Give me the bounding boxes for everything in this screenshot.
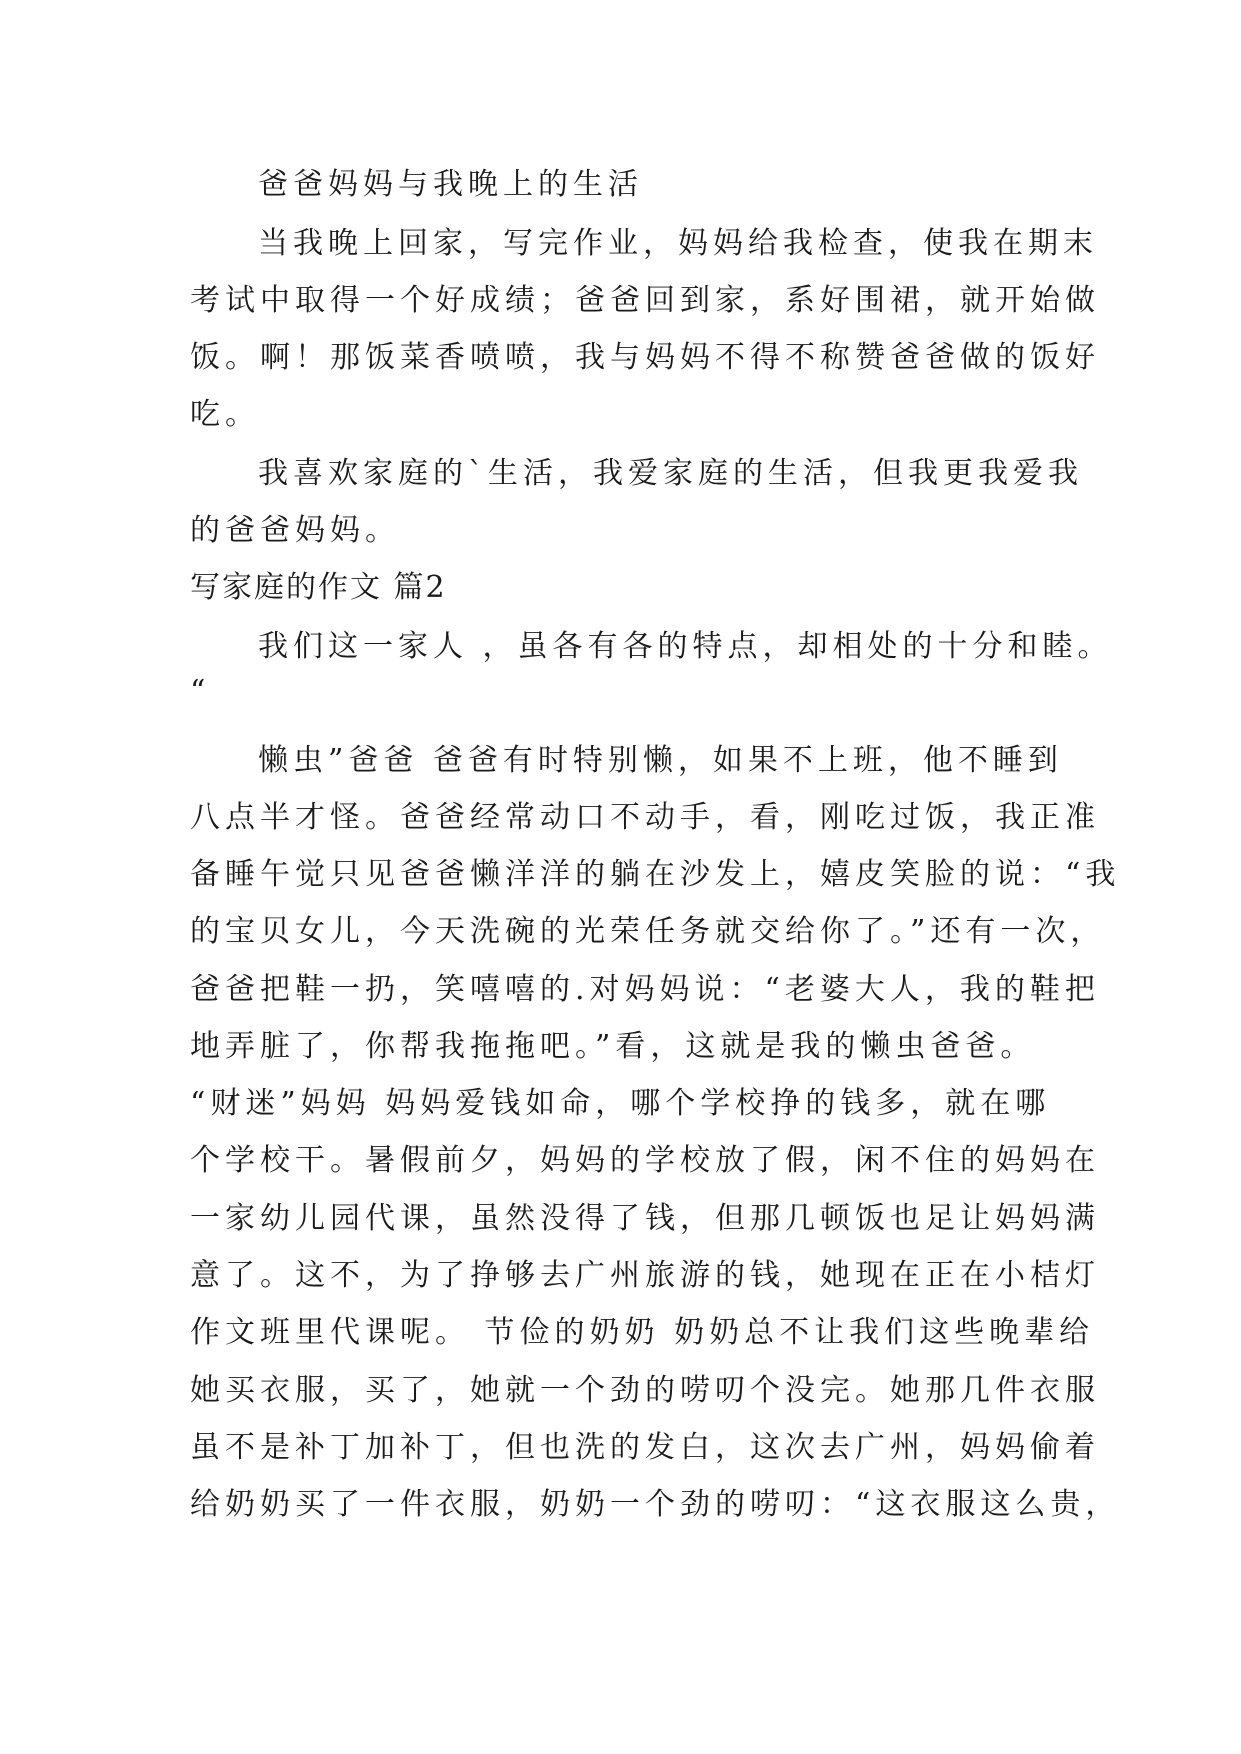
text-line: 的宝贝女儿，今天洗碗的光荣任务就交给你了。”还有一次， [190, 914, 1106, 949]
text-line: 吃。 [190, 397, 260, 432]
text-line: “ [190, 674, 211, 709]
text-line: 意了。这不，为了挣够去广州旅游的钱，她现在正在小桔灯 [190, 1258, 1100, 1293]
text-line: 饭。啊！那饭菜香喷喷，我与妈妈不得不称赞爸爸做的饭好 [190, 340, 1100, 375]
text-line: 一家幼儿园代课，虽然没得了钱，但那几顿饭也足让妈妈满 [190, 1201, 1100, 1236]
text-line: 我们这一家人 ，虽各有各的特点，却相处的十分和睦。 [258, 629, 1113, 664]
text-line: 当我晚上回家，写完作业，妈妈给我检查，使我在期末 [258, 226, 1098, 261]
text-line: 虽不是补丁加补丁，但也洗的发白，这次去广州，妈妈偷着 [190, 1430, 1100, 1465]
text-line: 个学校干。暑假前夕，妈妈的学校放了假，闲不住的妈妈在 [190, 1143, 1100, 1178]
text-line: 她买衣服，买了，她就一个劲的唠叨个没完。她那几件衣服 [190, 1373, 1100, 1408]
text-line: 备睡午觉只见爸爸懒洋洋的躺在沙发上，嬉皮笑脸的说：“我 [190, 857, 1121, 892]
section-heading: 写家庭的作文 篇2 [190, 570, 447, 605]
text-line: 懒虫”爸爸 爸爸有时特别懒，如果不上班，他不睡到 [258, 743, 1063, 778]
text-line: “财迷”妈妈 妈妈爱钱如命，哪个学校挣的钱多，就在哪 [190, 1086, 1051, 1121]
text-line: 的爸爸妈妈。 [190, 513, 400, 548]
text-line: 给奶奶买了一件衣服，奶奶一个劲的唠叨：“这衣服这么贵， [190, 1487, 1121, 1522]
text-line: 作文班里代课呢。 节俭的奶奶 奶奶总不让我们这些晚辈给 [190, 1315, 1095, 1350]
text-line: 爸爸把鞋一扔，笑嘻嘻的.对妈妈说：“老婆大人，我的鞋把 [190, 972, 1100, 1007]
text-line: 考试中取得一个好成绩；爸爸回到家，系好围裙，就开始做 [190, 283, 1100, 318]
text-line: 八点半才怪。爸爸经常动口不动手，看，刚吃过饭，我正准 [190, 800, 1100, 835]
text-line: 我喜欢家庭的`生活，我爱家庭的生活，但我更我爱我 [258, 456, 1083, 491]
text-line: 地弄脏了，你帮我拖拖吧。”看，这就是我的懒虫爸爸。 [190, 1029, 1036, 1064]
text-line: 爸爸妈妈与我晚上的生活 [258, 167, 643, 202]
